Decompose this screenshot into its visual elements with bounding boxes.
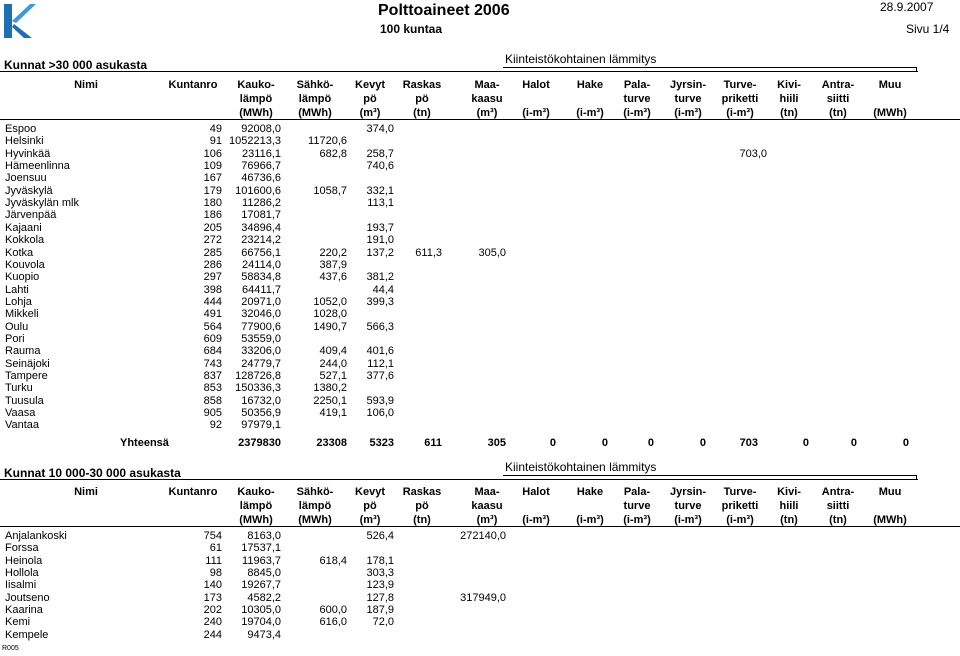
table-row (0, 345, 960, 358)
column-header-kaukolampo-line2: lämpö (239, 93, 273, 105)
cell-kaukolampo: 24114,0 (242, 258, 281, 271)
cell-nimi: Helsinki (5, 135, 44, 148)
column-header-hake-line1: Hake (576, 486, 604, 498)
cell-kaukolampo: 101600,6 (235, 184, 281, 197)
cell-maakaasu: 317949,0 (460, 591, 506, 604)
table-row (0, 148, 960, 161)
cell-kuntanro: 98 (209, 567, 222, 580)
cell-kaukolampo: 92008,0 (241, 123, 281, 135)
column-header-kevyt-po-line1: Kevyt (355, 79, 385, 91)
cell-kaukolampo: 33206,0 (241, 345, 281, 358)
cell-kaukolampo: 10305,0 (241, 604, 281, 617)
column-header-palaturve-line1: Pala- (623, 486, 651, 498)
cell-kuntanro: 905 (203, 407, 222, 420)
cell-kevyt-po: 123,9 (366, 579, 394, 592)
cell-sahkolampo: 437,6 (319, 271, 347, 284)
cell-kaukolampo: 11286,2 (242, 197, 281, 210)
column-header-kevyt-po-line1: Kevyt (355, 486, 385, 498)
cell-kuntanro: 398 (203, 283, 222, 296)
cell-kaukolampo: 11963,7 (242, 554, 281, 567)
cell-sahkolampo: 2250,1 (313, 394, 347, 407)
column-header-turvepriketti-line3: (i-m³) (726, 107, 754, 119)
cell-nimi: Hyvinkää (5, 147, 51, 160)
table-row (0, 579, 960, 592)
total-kevyt-po: 5323 (369, 437, 394, 449)
column-header-kaukolampo-line3: (MWh) (239, 514, 273, 526)
total-sahkolampo: 23308 (316, 437, 347, 449)
cell-kevyt-po: 401,6 (366, 345, 394, 358)
cell-kaukolampo: 77900,6 (241, 320, 281, 333)
column-header-antrasiitti-line3: (tn) (829, 107, 847, 119)
cell-kuntanro: 858 (203, 394, 222, 407)
cell-maakaasu: 272140,0 (460, 530, 506, 542)
cell-kevyt-po: 593,9 (366, 394, 394, 407)
cell-sahkolampo: 11720,6 (308, 135, 347, 148)
table-row (0, 284, 960, 297)
cell-kevyt-po: 740,6 (366, 160, 394, 173)
column-header-maakaasu-line1: Maa- (474, 486, 500, 498)
table-row (0, 382, 960, 395)
total-maakaasu: 305 (487, 437, 506, 449)
column-header-antrasiitti-line1: Antra- (821, 486, 855, 498)
cell-kevyt-po: 178,1 (366, 554, 394, 567)
column-header-sahkolampo-line3: (MWh) (298, 514, 332, 526)
cell-kevyt-po: 377,6 (366, 370, 394, 382)
column-header-halot-line3: (i-m³) (522, 107, 550, 119)
cell-kaukolampo: 17537,1 (241, 542, 281, 555)
table-row (0, 308, 960, 321)
cell-nimi: Tampere (5, 370, 48, 382)
column-header-turvepriketti-line2: priketti (721, 93, 759, 105)
table-row (0, 271, 960, 284)
cell-kaukolampo: 128726,8 (235, 370, 281, 382)
cell-kaukolampo: 64411,7 (242, 283, 281, 296)
cell-nimi: Lahti (5, 283, 29, 296)
column-header-raskas-po-line3: (tn) (413, 107, 431, 119)
cell-kuntanro: 285 (203, 246, 222, 259)
column-header-hake-line3: (i-m³) (576, 514, 604, 526)
column-header-antrasiitti-line2: siitti (826, 93, 850, 105)
cell-nimi: Turku (5, 382, 33, 395)
table-row (0, 234, 960, 247)
cell-sahkolampo: 1028,0 (313, 308, 347, 321)
cell-kevyt-po: 72,0 (372, 616, 394, 629)
cell-nimi: Mikkeli (5, 308, 39, 321)
cell-kaukolampo: 76966,7 (241, 160, 281, 173)
cell-kevyt-po: 303,3 (366, 567, 394, 580)
column-header-kevyt-po-line3: (m³) (359, 107, 381, 119)
column-header-muu-line1: Muu (878, 79, 902, 91)
page-number: Sivu 1/4 (906, 22, 950, 36)
table-row (0, 259, 960, 272)
column-header-jyrsinturve-line3: (i-m³) (674, 107, 702, 119)
cell-kuntanro: 109 (203, 160, 222, 173)
cell-kevyt-po: 127,8 (366, 591, 394, 604)
cell-nimi: Vaasa (5, 407, 36, 420)
cell-kevyt-po: 381,2 (366, 271, 394, 284)
cell-kaukolampo: 23214,2 (241, 234, 281, 247)
cell-kaukolampo: 19704,0 (241, 616, 281, 629)
cell-nimi: Espoo (5, 123, 37, 135)
column-header-antrasiitti-line3: (tn) (829, 514, 847, 526)
cell-sahkolampo: 600,0 (319, 604, 347, 617)
column-header-palaturve-line3: (i-m³) (623, 107, 651, 119)
column-header-maakaasu-line3: (m³) (476, 514, 498, 526)
page-title: Polttoaineet 2006 (378, 2, 510, 19)
table-row (0, 123, 960, 136)
cell-kuntanro: 240 (203, 616, 222, 629)
cell-sahkolampo: 1058,7 (313, 184, 347, 197)
cell-nimi: Hollola (5, 567, 39, 580)
cell-kuntanro: 444 (203, 295, 222, 308)
cell-kevyt-po: 44,4 (372, 283, 394, 296)
total-raskas-po: 611 (424, 437, 442, 449)
column-header-antrasiitti-line1: Antra- (821, 79, 855, 91)
column-header-jyrsinturve-line3: (i-m³) (674, 514, 702, 526)
column-header-muu-line1: Muu (878, 486, 902, 498)
column-header-kivihiili-line2: hiili (779, 93, 799, 105)
cell-kevyt-po: 112,1 (367, 357, 394, 370)
cell-kuntanro: 111 (205, 554, 222, 567)
cell-kevyt-po: 566,3 (366, 320, 394, 333)
divider (0, 526, 960, 527)
cell-nimi: Seinäjoki (5, 357, 50, 370)
cell-nimi: Tuusula (5, 394, 44, 407)
total-jyrsinturve: 0 (699, 437, 706, 449)
column-header-sahkolampo-line2: lämpö (298, 93, 332, 105)
column-header-halot-line1: Halot (522, 486, 550, 498)
cell-kuntanro: 853 (203, 382, 222, 395)
cell-kuntanro: 272 (203, 234, 222, 247)
cell-kaukolampo: 20971,0 (241, 295, 281, 308)
cell-nimi: Kajaani (5, 221, 42, 234)
divider (0, 71, 918, 72)
cell-sahkolampo: 618,4 (319, 554, 347, 567)
table-row (0, 419, 960, 432)
column-header-jyrsinturve-line2: turve (674, 93, 702, 105)
column-header-kuntanro-line1: Kuntanro (168, 486, 218, 498)
cell-kuntanro: 609 (203, 332, 222, 345)
cell-nimi: Kuopio (5, 271, 40, 284)
column-header-raskas-po-line2: pö (415, 500, 429, 512)
cell-kuntanro: 186 (203, 209, 222, 222)
cell-nimi: Joutseno (5, 591, 50, 604)
cell-sahkolampo: 1052,0 (313, 295, 347, 308)
cell-sahkolampo: 1490,7 (313, 320, 347, 333)
table-row (0, 542, 960, 555)
table-row (0, 555, 960, 568)
table-row (0, 185, 960, 198)
column-header-antrasiitti-line2: siitti (826, 500, 850, 512)
cell-nimi: Jyväskylä (5, 184, 53, 197)
cell-kaukolampo: 46736,6 (241, 172, 281, 185)
cell-kaukolampo: 16732,0 (241, 394, 281, 407)
cell-nimi: Järvenpää (5, 209, 57, 222)
table-row (0, 616, 960, 629)
column-header-nimi-line1: Nimi (74, 79, 98, 91)
cell-nimi: Forssa (5, 542, 39, 555)
cell-nimi: Jyväskylän mlk (5, 197, 79, 210)
cell-kevyt-po: 191,0 (366, 234, 394, 247)
column-header-kaukolampo-line1: Kauko- (237, 79, 275, 91)
table-row (0, 197, 960, 210)
divider (503, 67, 917, 68)
cell-maakaasu: 305,0 (478, 246, 506, 259)
table-row (0, 395, 960, 408)
column-header-kevyt-po-line2: pö (363, 500, 377, 512)
cell-kuntanro: 92 (209, 419, 222, 432)
cell-kuntanro: 167 (203, 172, 222, 185)
table-row (0, 333, 960, 346)
cell-kevyt-po: 113,1 (367, 197, 394, 210)
cell-kevyt-po: 106,0 (366, 407, 394, 420)
cell-nimi: Anjalankoski (5, 530, 67, 542)
cell-kaukolampo: 50356,9 (241, 407, 281, 420)
cell-nimi: Kempele (5, 628, 49, 641)
column-header-kivihiili-line1: Kivi- (777, 486, 801, 498)
table-row (0, 530, 960, 543)
column-header-nimi-line1: Nimi (74, 486, 98, 498)
column-header-kivihiili-line3: (tn) (780, 107, 798, 119)
column-header-turvepriketti-line1: Turve- (723, 79, 757, 91)
column-header-sahkolampo-line1: Sähkö- (296, 79, 334, 91)
total-antrasiitti: 0 (850, 437, 857, 449)
table-row (0, 296, 960, 309)
column-header-palaturve-line2: turve (623, 500, 651, 512)
cell-sahkolampo: 244,0 (319, 357, 347, 370)
table-row (0, 604, 960, 617)
cell-nimi: Kaarina (5, 604, 43, 617)
column-header-jyrsinturve-line2: turve (674, 500, 702, 512)
column-header-kaukolampo-line2: lämpö (239, 500, 273, 512)
cell-kaukolampo: 58834,8 (241, 271, 281, 284)
cell-kaukolampo: 9473,4 (247, 628, 281, 641)
cell-nimi: Hämeenlinna (5, 160, 70, 173)
column-header-halot-line3: (i-m³) (522, 514, 550, 526)
cell-nimi: Pori (5, 332, 25, 345)
cell-kuntanro: 49 (209, 123, 222, 135)
column-header-muu-line3: (MWh) (873, 107, 907, 119)
cell-kuntanro: 140 (203, 579, 222, 592)
table-row (0, 222, 960, 235)
cell-sahkolampo: 682,8 (319, 147, 347, 160)
totals-label: Yhteensä (120, 437, 169, 449)
cell-kaukolampo: 8845,0 (247, 567, 281, 580)
column-header-palaturve-line1: Pala- (623, 79, 651, 91)
column-header-raskas-po-line2: pö (415, 93, 429, 105)
cell-kuntanro: 754 (203, 530, 222, 542)
table-row (0, 407, 960, 420)
cell-nimi: Kokkola (5, 234, 45, 247)
section1-group-label: Kiinteistökohtainen lämmitys (505, 52, 657, 66)
cell-kaukolampo: 32046,0 (241, 308, 281, 321)
cell-kuntanro: 180 (203, 197, 222, 210)
cell-kaukolampo: 66756,1 (241, 246, 281, 259)
total-halot: 0 (549, 437, 556, 449)
cell-kaukolampo: 24779,7 (241, 357, 281, 370)
cell-kaukolampo: 34896,4 (241, 221, 281, 234)
cell-sahkolampo: 387,9 (319, 258, 347, 271)
cell-kevyt-po: 399,3 (366, 295, 394, 308)
cell-kuntanro: 297 (203, 271, 222, 284)
cell-kevyt-po: 526,4 (366, 530, 394, 542)
total-kaukolampo: 2379830 (238, 437, 281, 449)
total-hake: 0 (601, 437, 608, 449)
column-header-kivihiili-line2: hiili (779, 500, 799, 512)
table-row (0, 321, 960, 334)
cell-kevyt-po: 193,7 (366, 221, 394, 234)
column-header-hake-line3: (i-m³) (576, 107, 604, 119)
column-header-halot-line1: Halot (522, 79, 550, 91)
cell-kaukolampo: 97979,1 (241, 419, 281, 432)
cell-nimi: Lohja (5, 295, 32, 308)
cell-nimi: Heinola (5, 554, 43, 567)
cell-kuntanro: 173 (203, 591, 222, 604)
cell-sahkolampo: 419,1 (319, 407, 347, 420)
column-header-maakaasu-line1: Maa- (474, 79, 500, 91)
column-header-muu-line3: (MWh) (873, 514, 907, 526)
cell-kaukolampo: 23116,1 (242, 147, 281, 160)
column-header-kaukolampo-line3: (MWh) (239, 107, 273, 119)
divider (503, 475, 917, 476)
cell-kaukolampo: 150336,3 (235, 382, 281, 395)
column-header-maakaasu-line3: (m³) (476, 107, 498, 119)
column-header-jyrsinturve-line1: Jyrsin- (669, 486, 707, 498)
cell-kaukolampo: 17081,7 (241, 209, 281, 222)
column-header-palaturve-line3: (i-m³) (623, 514, 651, 526)
report-code: R005 (2, 645, 19, 652)
cell-kuntanro: 205 (203, 221, 222, 234)
cell-kevyt-po: 137,2 (366, 246, 394, 259)
column-header-sahkolampo-line1: Sähkö- (296, 486, 334, 498)
cell-sahkolampo: 1380,2 (313, 382, 347, 395)
cell-kuntanro: 179 (203, 184, 222, 197)
divider (0, 479, 918, 480)
cell-kaukolampo: 19267,7 (241, 579, 281, 592)
cell-kaukolampo: 8163,0 (247, 530, 281, 542)
cell-kevyt-po: 258,7 (366, 147, 394, 160)
cell-nimi: Kemi (5, 616, 31, 629)
cell-kuntanro: 244 (203, 628, 222, 641)
column-header-kivihiili-line3: (tn) (780, 514, 798, 526)
cell-kuntanro: 106 (203, 147, 222, 160)
column-header-raskas-po-line1: Raskas (402, 79, 442, 91)
divider (0, 119, 960, 120)
cell-kaukolampo: 4582,2 (247, 591, 281, 604)
logo-icon (2, 2, 36, 40)
cell-nimi: Vantaa (5, 419, 40, 432)
cell-kevyt-po: 187,9 (366, 604, 394, 617)
table-row (0, 358, 960, 371)
cell-kuntanro: 61 (209, 542, 222, 555)
section1-title: Kunnat >30 000 asukasta (4, 58, 148, 72)
column-header-palaturve-line2: turve (623, 93, 651, 105)
cell-raskas-po: 611,3 (415, 246, 442, 259)
column-header-kivihiili-line1: Kivi- (777, 79, 801, 91)
column-header-kevyt-po-line3: (m³) (359, 514, 381, 526)
cell-sahkolampo: 616,0 (319, 616, 347, 629)
table-row (0, 209, 960, 222)
total-palaturve: 0 (647, 437, 654, 449)
cell-kuntanro: 743 (203, 357, 222, 370)
column-header-raskas-po-line3: (tn) (413, 514, 431, 526)
column-header-kuntanro-line1: Kuntanro (168, 79, 218, 91)
column-header-turvepriketti-line1: Turve- (723, 486, 757, 498)
column-header-kevyt-po-line2: pö (363, 93, 377, 105)
cell-kaukolampo: 53559,0 (241, 332, 281, 345)
cell-kuntanro: 564 (203, 320, 222, 333)
column-header-sahkolampo-line2: lämpö (298, 500, 332, 512)
table-row (0, 135, 960, 148)
cell-kevyt-po: 374,0 (366, 123, 394, 135)
column-header-turvepriketti-line2: priketti (721, 500, 759, 512)
column-header-raskas-po-line1: Raskas (402, 486, 442, 498)
cell-nimi: Oulu (5, 320, 29, 333)
cell-kuntanro: 202 (203, 604, 222, 617)
table-row (0, 247, 960, 260)
column-header-maakaasu-line2: kaasu (471, 500, 503, 512)
section2-title: Kunnat 10 000-30 000 asukasta (4, 466, 181, 480)
cell-kuntanro: 491 (203, 308, 222, 321)
section2-group-label: Kiinteistökohtainen lämmitys (505, 460, 657, 474)
cell-nimi: Iisalmi (5, 579, 37, 592)
cell-sahkolampo: 220,2 (319, 246, 347, 259)
cell-kuntanro: 684 (203, 345, 222, 358)
cell-sahkolampo: 409,4 (319, 345, 347, 358)
table-row (0, 567, 960, 580)
cell-turvepriketti: 703,0 (739, 147, 767, 160)
cell-kuntanro: 286 (203, 258, 222, 271)
total-turvepriketti: 703 (739, 437, 758, 449)
cell-nimi: Kotka (5, 246, 34, 259)
cell-kevyt-po: 332,1 (366, 184, 394, 197)
cell-kuntanro: 91 (209, 135, 222, 148)
column-header-kaukolampo-line1: Kauko- (237, 486, 275, 498)
cell-nimi: Rauma (5, 345, 41, 358)
cell-kaukolampo: 1052213,3 (229, 135, 281, 148)
cell-nimi: Kouvola (5, 258, 45, 271)
total-muu: 0 (902, 437, 909, 449)
total-kivihiili: 0 (802, 437, 809, 449)
column-header-turvepriketti-line3: (i-m³) (726, 514, 754, 526)
report-date: 28.9.2007 (880, 0, 934, 14)
page-subtitle: 100 kuntaa (380, 22, 443, 36)
table-row (0, 629, 960, 642)
column-header-hake-line1: Hake (576, 79, 604, 91)
column-header-jyrsinturve-line1: Jyrsin- (669, 79, 707, 91)
table-row (0, 160, 960, 173)
table-row (0, 592, 960, 605)
column-header-sahkolampo-line3: (MWh) (298, 107, 332, 119)
cell-kuntanro: 837 (203, 370, 222, 382)
column-header-maakaasu-line2: kaasu (471, 93, 503, 105)
cell-nimi: Joensuu (5, 172, 47, 185)
table-row (0, 172, 960, 185)
table-row (0, 370, 960, 383)
cell-sahkolampo: 527,1 (319, 370, 347, 382)
